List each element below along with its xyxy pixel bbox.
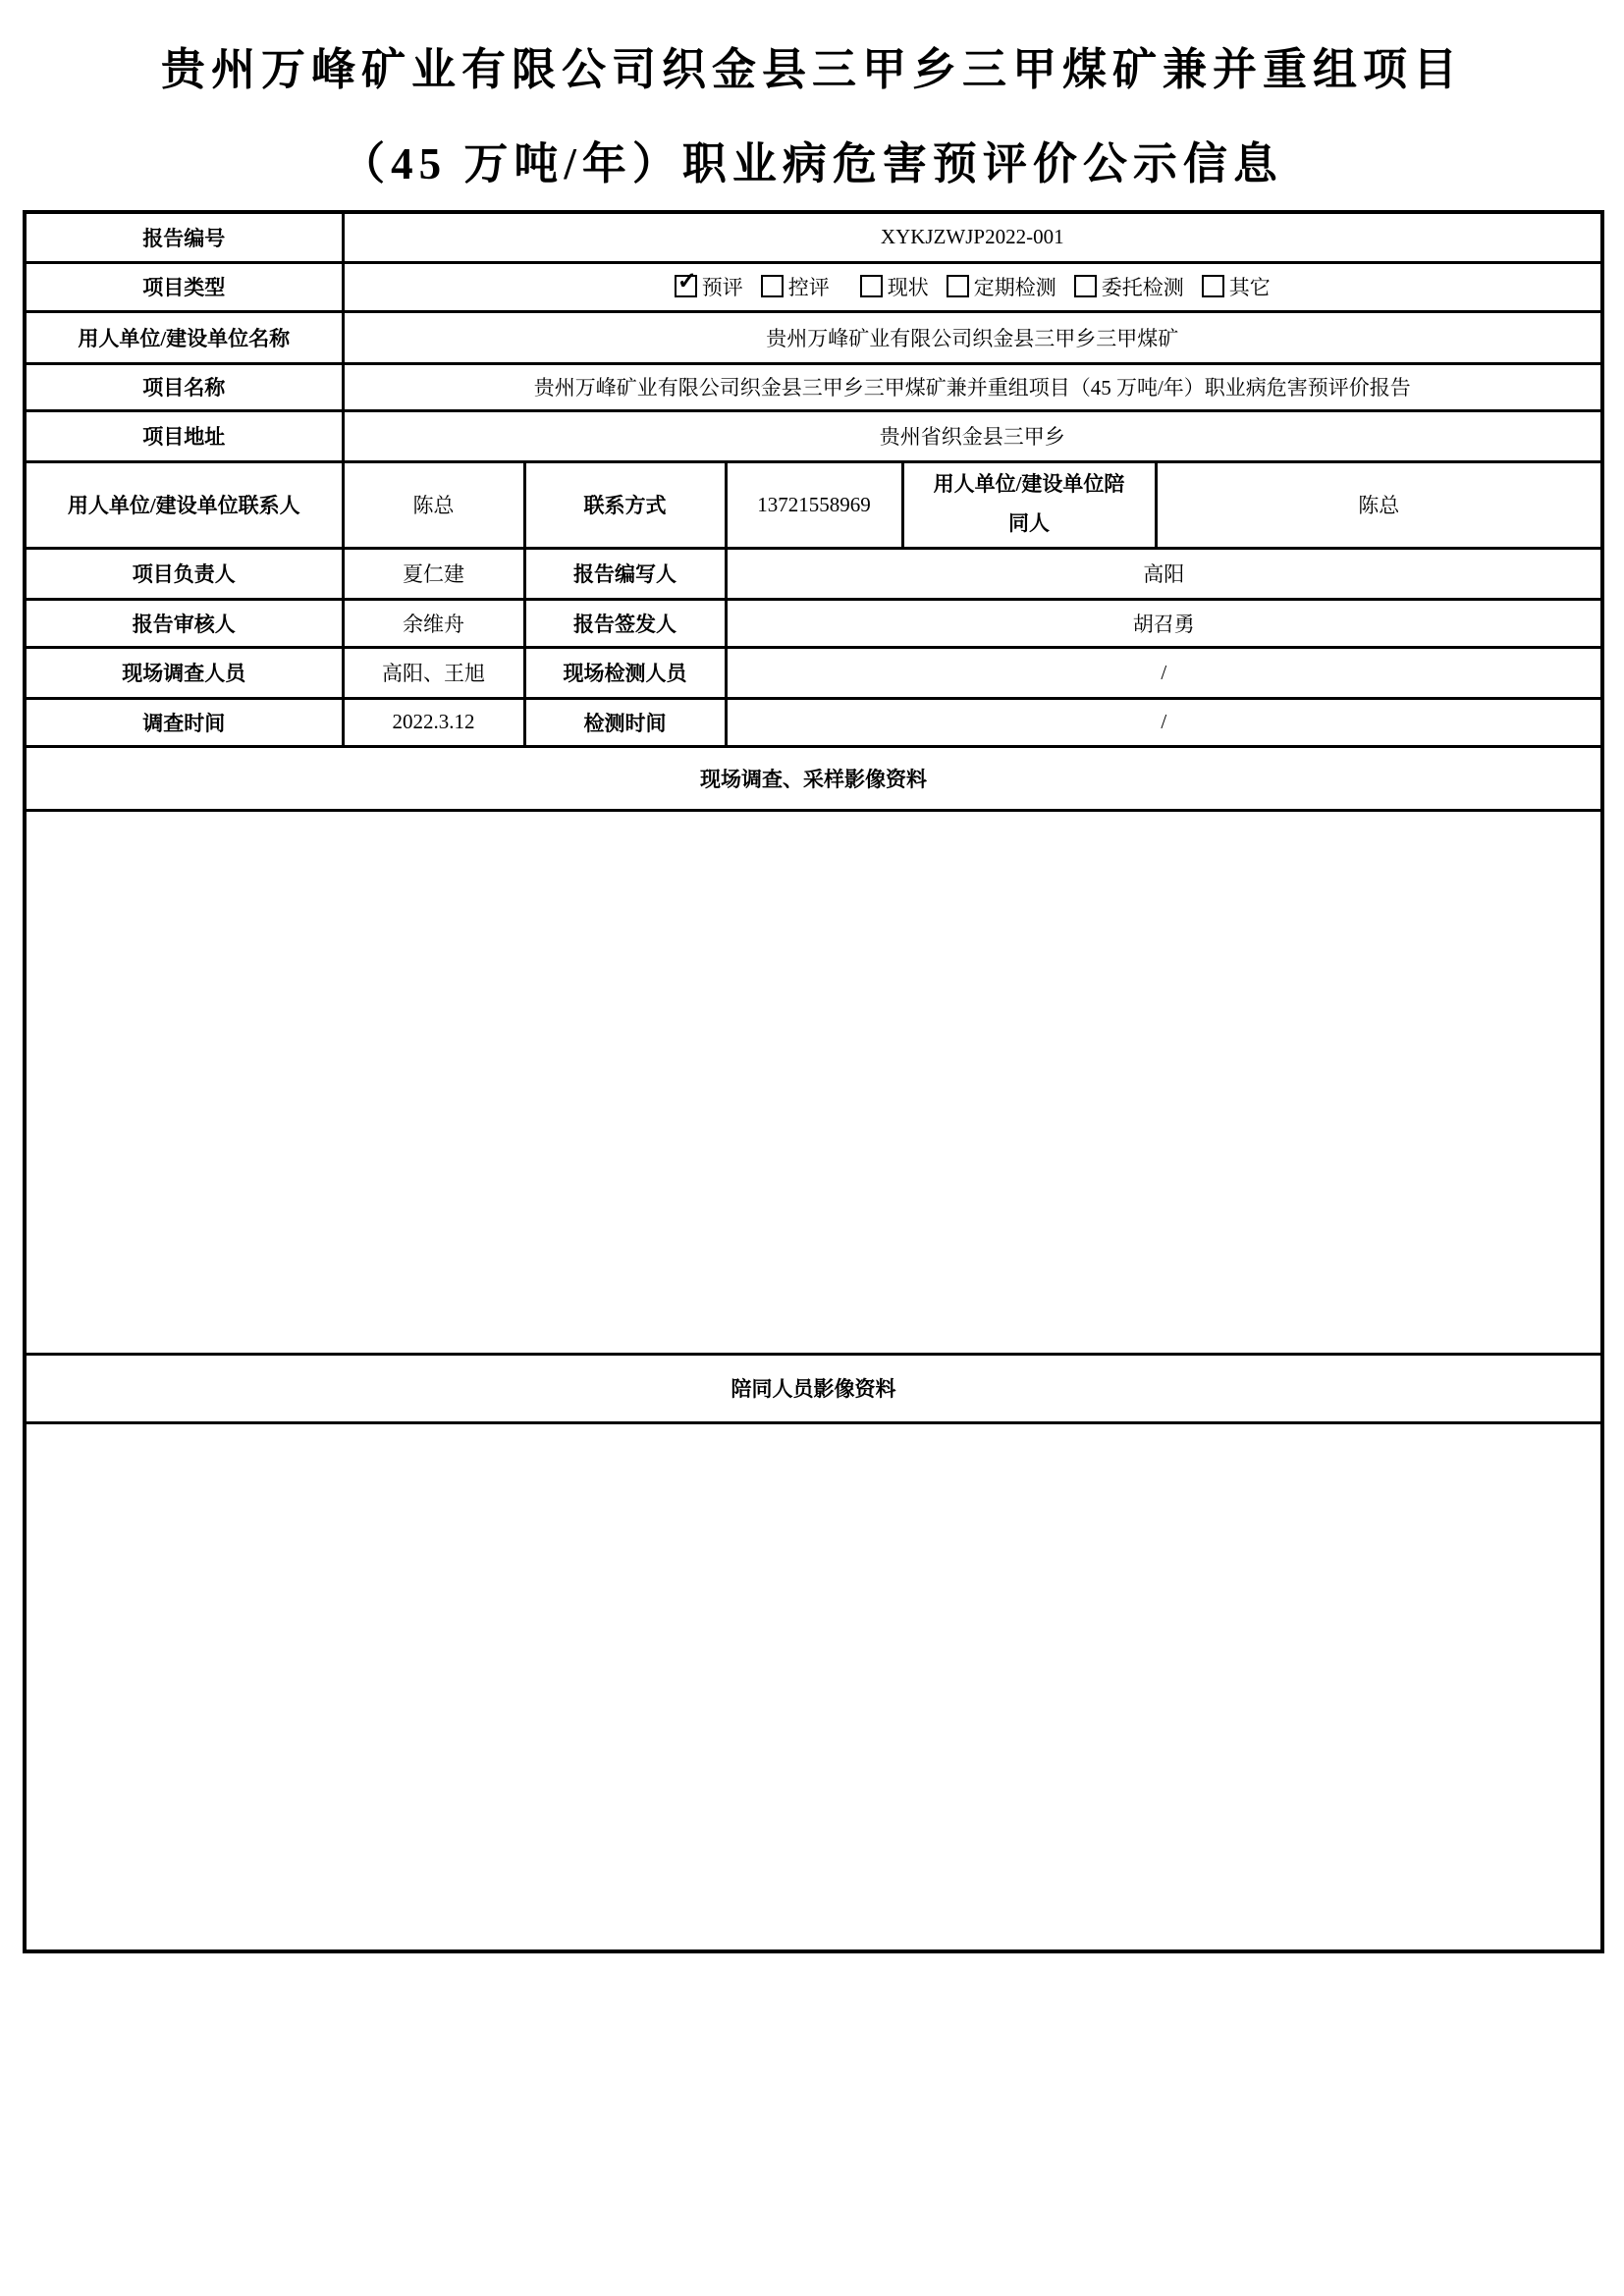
employer-contact-label: 用人单位/建设单位联系人 [25,461,343,548]
row-project-name [25,363,1602,410]
employer-name-label: 用人单位/建设单位名称 [25,311,343,363]
survey-time-value: 2022.3.12 [343,698,524,746]
escort-label: 用人单位/建设单位陪同人 [902,461,1156,548]
report-issuer-value: 胡召勇 [726,599,1602,647]
project-name-value: 贵州万峰矿业有限公司织金县三甲乡三甲煤矿兼并重组项目（45 万吨/年）职业病危害预评价报告 [343,363,1602,410]
test-time-value: / [726,698,1602,746]
option-pre-evaluation [675,269,743,299]
report-reviewer-label: 报告审核人 [25,599,343,647]
checkbox-checked-icon: ✓ [675,275,697,297]
escort-photos-area [25,1422,1602,1951]
report-no-label: 报告编号 [25,212,343,262]
option-commissioned-testing [1074,276,1184,299]
report-reviewer-value: 余维舟 [343,599,524,647]
row-project-type [25,262,1602,311]
document-title-line2: （45 万吨/年）职业病危害预评价公示信息 [341,139,1283,188]
row-section2-photos [25,1422,1602,1951]
checkbox-unchecked-icon [1202,275,1224,297]
checkbox-unchecked-icon [947,275,969,297]
row-section2-header [25,1354,1602,1422]
report-no-value: XYKJZWJP2022-001 [343,212,1602,262]
row-contacts [25,461,1602,548]
row-survey-test-time [25,698,1602,746]
site-surveyors-label: 现场调查人员 [25,647,343,698]
row-report-no [25,212,1602,262]
employer-name-value: 贵州万峰矿业有限公司织金县三甲乡三甲煤矿 [343,311,1602,363]
document-title-line1: 贵州万峰矿业有限公司织金县三甲乡三甲煤矿兼并重组项目 [160,45,1463,94]
project-address-value: 贵州省织金县三甲乡 [343,410,1602,461]
site-survey-photos-header: 现场调查、采样影像资料 [25,746,1602,810]
option-label: 预评 [701,276,743,299]
checkbox-unchecked-icon [1074,275,1097,297]
option-label: 定期检测 [973,276,1056,299]
row-surveyors-testers [25,647,1602,698]
report-writer-value: 高阳 [726,548,1602,599]
escort-photos-header: 陪同人员影像资料 [25,1354,1602,1422]
option-other [1202,276,1271,299]
row-project-address [25,410,1602,461]
report-issuer-label: 报告签发人 [524,599,726,647]
option-label: 控评 [787,276,830,299]
site-testers-value: / [726,647,1602,698]
site-testers-label: 现场检测人员 [524,647,726,698]
phone-label: 联系方式 [524,461,726,548]
checkbox-unchecked-icon [860,275,883,297]
report-writer-label: 报告编写人 [524,548,726,599]
checkbox-unchecked-icon [761,275,784,297]
test-time-label: 检测时间 [524,698,726,746]
option-control-evaluation [761,276,830,299]
row-employer-name [25,311,1602,363]
info-table [23,210,1604,1953]
project-address-label: 项目地址 [25,410,343,461]
site-surveyors-value: 高阳、王旭 [343,647,524,698]
option-periodic-testing [947,276,1056,299]
project-type-options [343,262,1602,311]
row-section1-photos [25,810,1602,1354]
option-label: 委托检测 [1101,276,1184,299]
project-leader-value: 夏仁建 [343,548,524,599]
project-type-label: 项目类型 [25,262,343,311]
project-name-label: 项目名称 [25,363,343,410]
site-survey-photos-area [25,810,1602,1354]
row-reviewer-issuer [25,599,1602,647]
row-leader-writer [25,548,1602,599]
phone-value: 13721558969 [726,461,902,548]
option-label: 其它 [1228,276,1271,299]
escort-value: 陈总 [1156,461,1602,548]
project-leader-label: 项目负责人 [25,548,343,599]
option-label: 现状 [887,276,929,299]
employer-contact-value: 陈总 [343,461,524,548]
row-section1-header [25,746,1602,810]
option-current-status [860,276,929,299]
survey-time-label: 调查时间 [25,698,343,746]
